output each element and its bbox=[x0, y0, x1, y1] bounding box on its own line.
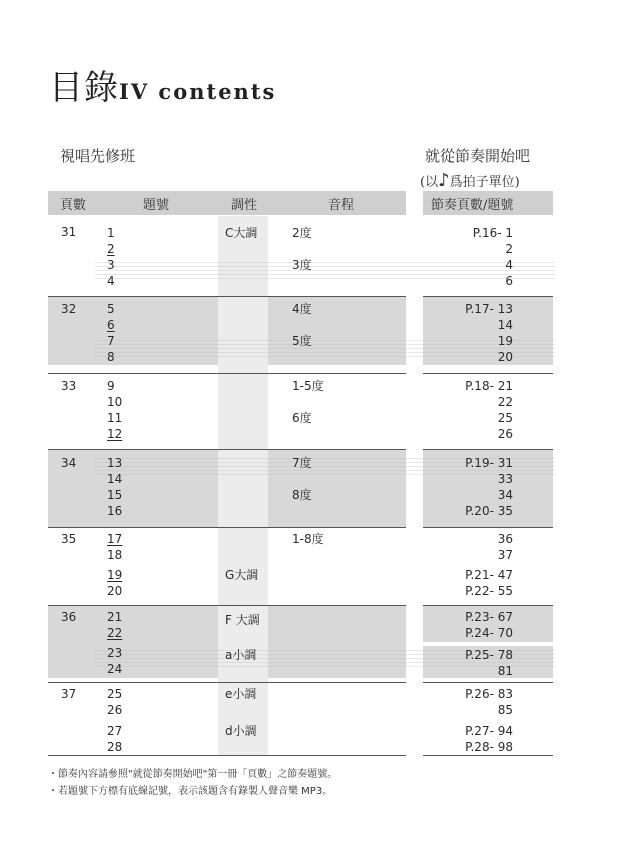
header-page: 頁數 bbox=[60, 198, 87, 213]
question-number: 27 bbox=[107, 724, 123, 738]
title-english: IV contents bbox=[119, 79, 277, 104]
rhythm-ref: 37 bbox=[497, 548, 513, 562]
rhythm-ref: P.22- 55 bbox=[465, 584, 513, 598]
interval-label: 7度 bbox=[292, 456, 312, 470]
question-number: 7 bbox=[107, 334, 115, 348]
rhythm-ref: 22 bbox=[497, 395, 513, 409]
key-label: C大調 bbox=[225, 226, 258, 240]
question-number: 25 bbox=[107, 687, 123, 701]
rhythm-ref: 19 bbox=[497, 334, 513, 348]
staff-decoration bbox=[95, 262, 555, 282]
table-header-left bbox=[48, 191, 406, 215]
question-number: 22 bbox=[107, 626, 123, 640]
interval-label: 1-5度 bbox=[292, 379, 324, 393]
rhythm-ref: P.21- 47 bbox=[465, 568, 513, 582]
rhythm-ref: 2 bbox=[505, 242, 513, 256]
rhythm-ref: P.19- 31 bbox=[465, 456, 513, 470]
rhythm-ref: P.17- 13 bbox=[465, 302, 513, 316]
question-number: 6 bbox=[107, 318, 115, 332]
row-divider bbox=[423, 605, 553, 606]
row-divider bbox=[48, 373, 406, 374]
rhythm-ref: 6 bbox=[505, 274, 513, 288]
eighth-note-icon: ♪ bbox=[438, 170, 450, 191]
section-heading-left: 視唱先修班 bbox=[60, 147, 136, 165]
question-number: 8 bbox=[107, 350, 115, 364]
interval-label: 4度 bbox=[292, 302, 312, 316]
row-divider bbox=[423, 527, 553, 528]
question-number: 18 bbox=[107, 548, 123, 562]
interval-label: 3度 bbox=[292, 258, 312, 272]
rhythm-ref: 33 bbox=[497, 472, 513, 486]
row-divider bbox=[423, 682, 553, 683]
key-label: e小調 bbox=[225, 687, 257, 701]
header-rhythm: 節奏頁數/題號 bbox=[431, 198, 514, 213]
question-number: 12 bbox=[107, 427, 123, 441]
rhythm-ref: P.20- 35 bbox=[465, 504, 513, 518]
question-number: 24 bbox=[107, 662, 123, 676]
interval-label: 5度 bbox=[292, 334, 312, 348]
rhythm-ref: P.23- 67 bbox=[465, 610, 513, 624]
question-number: 21 bbox=[107, 610, 123, 624]
rhythm-ref: 25 bbox=[497, 411, 513, 425]
rhythm-ref: 81 bbox=[497, 664, 513, 678]
question-number: 28 bbox=[107, 740, 123, 754]
header-key: 調性 bbox=[231, 198, 258, 213]
key-label: F 大調 bbox=[225, 613, 260, 627]
question-number: 23 bbox=[107, 646, 123, 660]
row-divider bbox=[48, 449, 406, 450]
question-number: 11 bbox=[107, 411, 123, 425]
header-question: 題號 bbox=[143, 198, 170, 213]
rhythm-ref: P.26- 83 bbox=[465, 687, 513, 701]
question-number: 10 bbox=[107, 395, 123, 409]
row-divider bbox=[48, 527, 406, 528]
section-subheading-right bbox=[420, 170, 520, 191]
key-label: d小調 bbox=[225, 724, 257, 738]
question-number: 9 bbox=[107, 379, 115, 393]
rhythm-ref: 34 bbox=[497, 488, 513, 502]
row-divider bbox=[48, 296, 406, 297]
footnote: ・若題號下方標有底線記號，表示該題含有錄製人聲音樂 MP3。 bbox=[48, 786, 333, 797]
question-number: 19 bbox=[107, 568, 123, 582]
key-label: G大調 bbox=[225, 568, 259, 582]
question-number: 16 bbox=[107, 504, 123, 518]
rhythm-ref: P.27- 94 bbox=[465, 724, 513, 738]
interval-label: 1-8度 bbox=[292, 532, 324, 546]
rhythm-ref: 85 bbox=[497, 703, 513, 717]
question-number: 3 bbox=[107, 258, 115, 272]
page-number: 34 bbox=[61, 456, 77, 470]
rhythm-ref: 20 bbox=[497, 350, 513, 364]
rhythm-ref: 14 bbox=[497, 318, 513, 332]
row-divider bbox=[423, 449, 553, 450]
row-divider bbox=[48, 682, 406, 683]
page-number: 35 bbox=[61, 532, 77, 546]
section-heading-right: 就從節奏開始吧 bbox=[425, 147, 531, 165]
page-number: 31 bbox=[61, 225, 77, 239]
page-number: 36 bbox=[61, 610, 77, 624]
row-divider bbox=[423, 373, 553, 374]
row-divider bbox=[423, 296, 553, 297]
question-number: 26 bbox=[107, 703, 123, 717]
rhythm-ref: 4 bbox=[505, 258, 513, 272]
row-divider bbox=[423, 755, 553, 756]
footnote: ・節奏內容請參照"就從節奏開始吧"第一冊「頁數」之節奏題號。 bbox=[48, 769, 338, 780]
question-number: 17 bbox=[107, 532, 123, 546]
rhythm-ref: P.25- 78 bbox=[465, 648, 513, 662]
rhythm-ref: P.16- 1 bbox=[472, 226, 513, 240]
subheading-prefix: (以 bbox=[420, 175, 439, 190]
question-number: 20 bbox=[107, 584, 123, 598]
header-interval: 音程 bbox=[328, 198, 355, 213]
question-number: 4 bbox=[107, 274, 115, 288]
question-number: 5 bbox=[107, 302, 115, 316]
table-header-right bbox=[423, 191, 553, 215]
key-column-shade bbox=[218, 216, 268, 756]
interval-label: 2度 bbox=[292, 226, 312, 240]
key-label: a小調 bbox=[225, 648, 257, 662]
rhythm-ref: 26 bbox=[497, 427, 513, 441]
rhythm-ref: P.24- 70 bbox=[465, 626, 513, 640]
question-number: 14 bbox=[107, 472, 123, 486]
interval-label: 8度 bbox=[292, 488, 312, 502]
rhythm-ref: 36 bbox=[497, 532, 513, 546]
page-number: 32 bbox=[61, 302, 77, 316]
staff-decoration bbox=[95, 340, 555, 360]
page-number: 33 bbox=[61, 379, 77, 393]
page-number: 37 bbox=[61, 687, 77, 701]
row-divider bbox=[48, 605, 406, 606]
question-number: 13 bbox=[107, 456, 123, 470]
row-divider bbox=[48, 755, 406, 756]
rhythm-ref: P.28- 98 bbox=[465, 740, 513, 754]
subheading-suffix: 爲拍子單位) bbox=[449, 175, 520, 190]
question-number: 15 bbox=[107, 488, 123, 502]
question-number: 2 bbox=[107, 242, 115, 256]
interval-label: 6度 bbox=[292, 411, 312, 425]
rhythm-ref: P.18- 21 bbox=[465, 379, 513, 393]
question-number: 1 bbox=[107, 226, 115, 240]
title-chinese: 目錄 bbox=[49, 68, 119, 108]
page-title bbox=[49, 60, 276, 109]
